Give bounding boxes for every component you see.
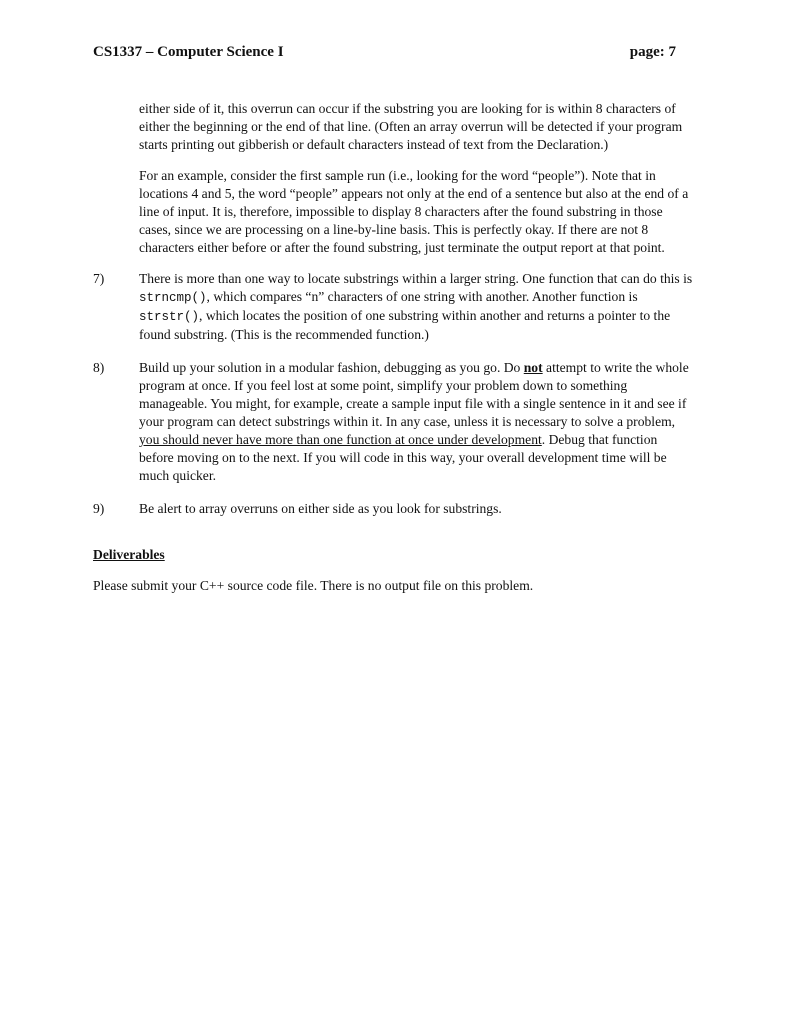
- document-body: [93, 100, 703, 595]
- item-7-text-2: , which compares “n” characters of one string with another. Another function is: [206, 289, 638, 304]
- item-number: 8): [93, 360, 105, 375]
- emphasis-not: not: [523, 360, 543, 375]
- code-strstr: strstr(): [139, 310, 200, 324]
- continued-item-6: [139, 100, 695, 257]
- item-8-text-1: Build up your solution in a modular fashion, debugging as you go. Do: [139, 360, 524, 375]
- item-7-text-3: , which locates the position of one substring within another and returns a pointer to the found substring. (This is the recommended function.): [139, 308, 671, 342]
- item-8-text-3: . Debug that function before moving on to the next. If you will code in this way, your overall development time will be much quicker.: [139, 432, 667, 483]
- list-item-9: [93, 500, 703, 518]
- item-text: [139, 270, 695, 344]
- intro-paragraph-2: For an example, consider the first sample run (i.e., looking for the word “people”). Note that in locations 4 and 5, the word “people” appears not only at the end of a sentence but also at the end of a line of input. It is, therefore, impossible to display 8 characters after the found substring in those cases, since we are processing on a line-by-line basis. This is perfectly okay. If there are not 8 characters either before or after the found substring, just terminate the output report at that point.: [139, 168, 689, 255]
- item-8-text-2: attempt to write the whole program at once. If you feel lost at some point, simplify your problem down to something manageable. You might, for example, create a sample input file with a single sentence in it and see if your program can detect substrings within it. In any case, unless it is necessary to solve a problem,: [139, 360, 689, 429]
- item-text: [139, 359, 695, 485]
- code-strncmp: strncmp(): [139, 291, 207, 305]
- item-7-text-1: There is more than one way to locate substrings within a larger string. One function that can do this is: [139, 271, 693, 286]
- page-number: page: 7: [629, 44, 676, 60]
- intro-paragraph-1: either side of it, this overrun can occur if the substring you are looking for is within 8 characters of either the beginning or the end of that line. (Often an array overrun will be detected if your program starts printing out gibberish or default characters instead of text from the Declaration.): [139, 101, 683, 152]
- item-text: Be alert to array overruns on either side as you look for substrings.: [139, 501, 502, 516]
- item-number: 7): [93, 271, 105, 286]
- deliverables-heading: Deliverables: [93, 547, 165, 562]
- underlined-advice: you should never have more than one function at once under development: [139, 432, 542, 447]
- page-header: [93, 44, 676, 68]
- list-item-8: [93, 359, 703, 485]
- list-item-7: [93, 270, 703, 344]
- deliverables-text: Please submit your C++ source code file. There is no output file on this problem.: [93, 578, 534, 593]
- item-number: 9): [93, 501, 105, 516]
- course-title: CS1337 – Computer Science I: [93, 44, 284, 60]
